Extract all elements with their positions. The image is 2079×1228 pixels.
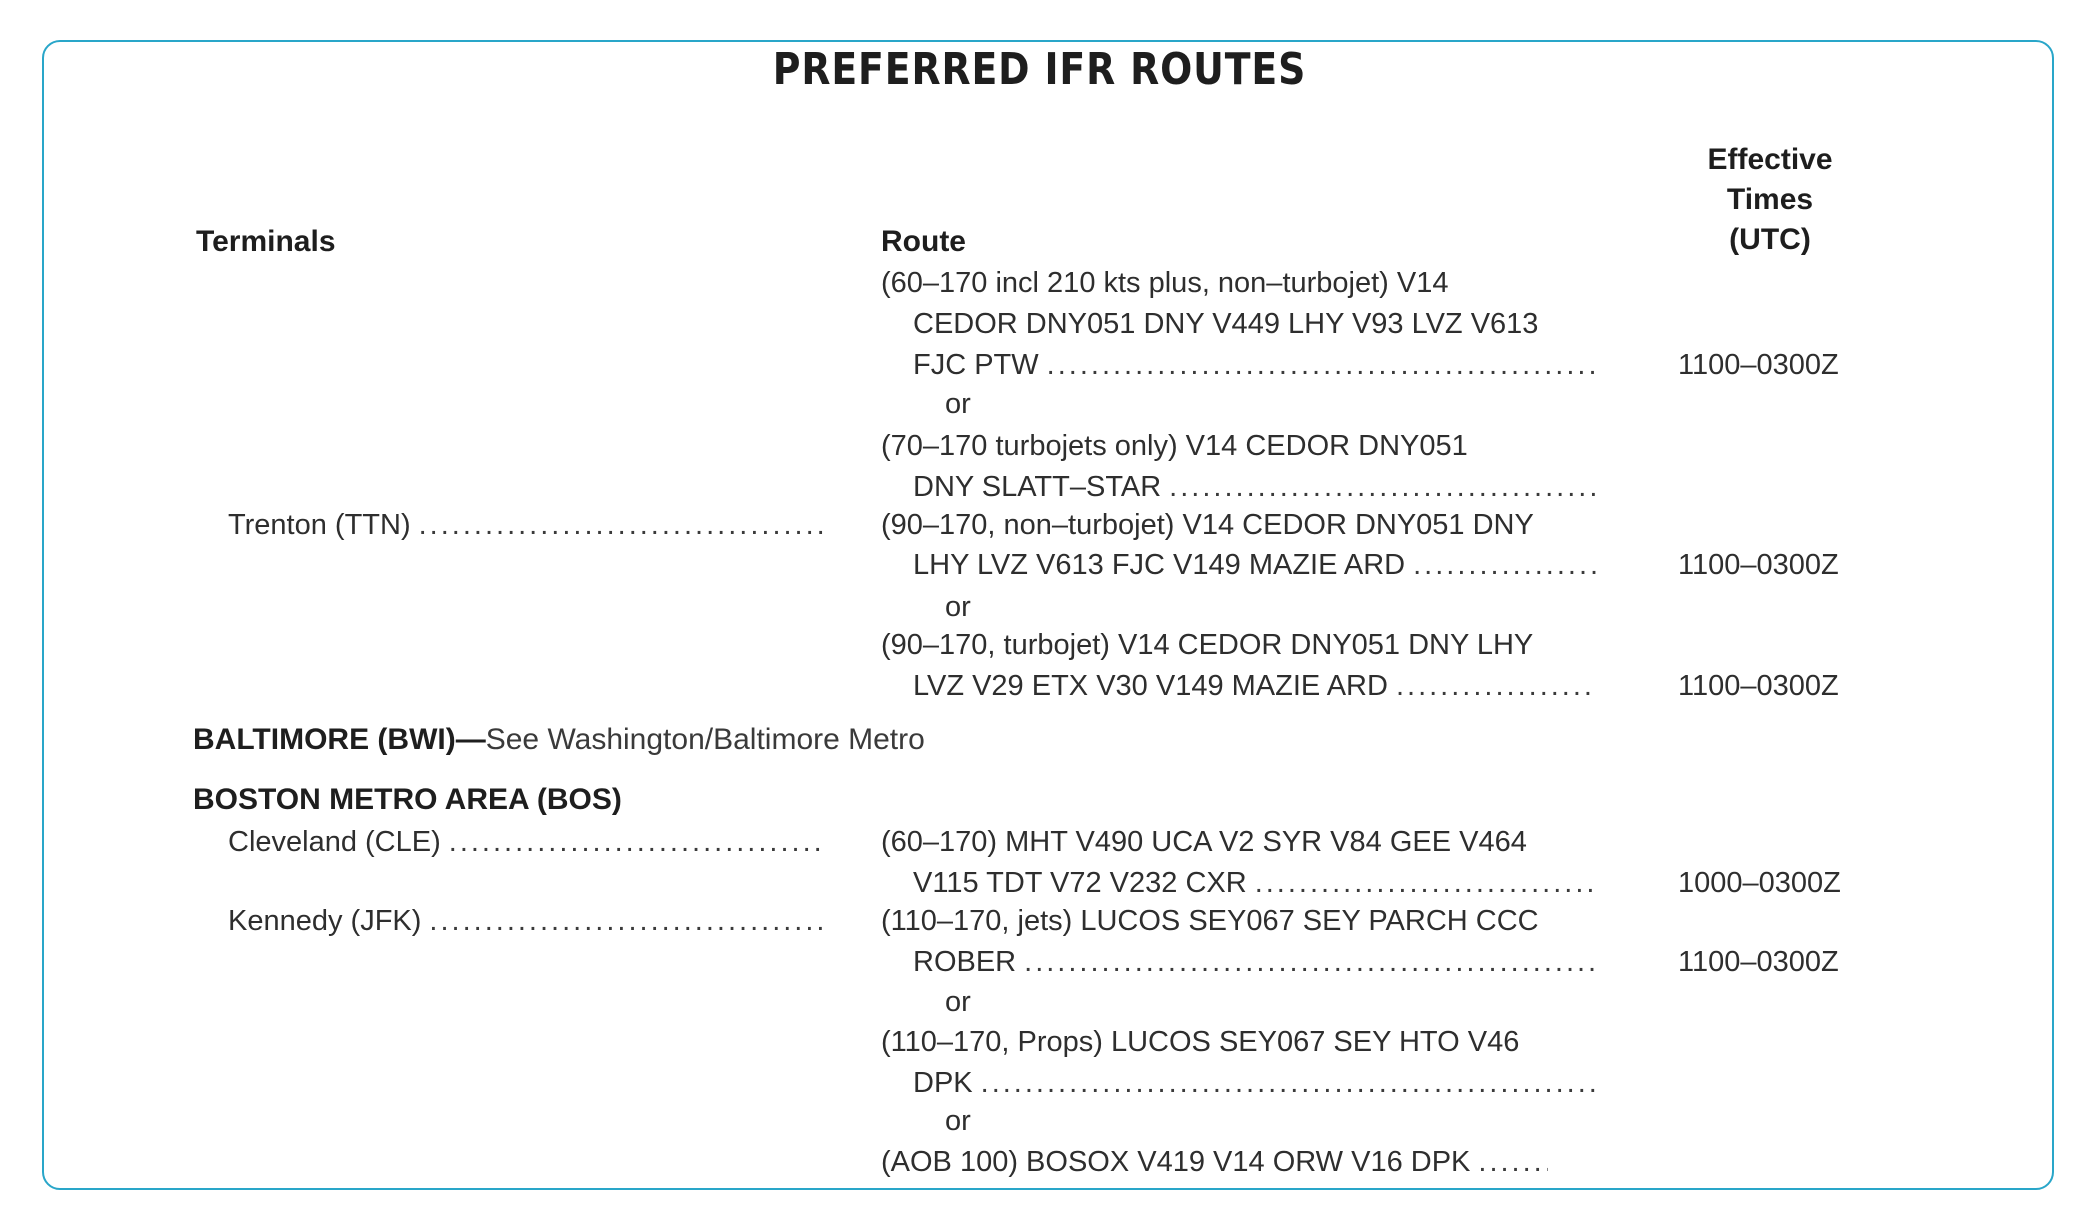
route-text: FJC PTW [913, 349, 1039, 381]
section-baltimore-note: See Washington/Baltimore Metro [485, 723, 925, 756]
route-line [881, 467, 1596, 507]
route-text: LVZ V29 ETX V30 V149 MAZIE ARD [913, 670, 1388, 702]
route-text: (90–170, turbojet) V14 CEDOR DNY051 DNY LHY [881, 629, 1534, 661]
route-text: DNY SLATT–STAR [913, 471, 1162, 503]
header-terminals: Terminals [196, 225, 336, 258]
dot-leader [429, 901, 824, 941]
or-separator: or [945, 1105, 971, 1137]
page-title: PREFERRED IFR ROUTES [772, 44, 1307, 95]
dot-leader [449, 822, 824, 862]
or-separator: or [945, 986, 971, 1018]
or-separator: or [945, 388, 971, 420]
route-line [881, 304, 1596, 344]
route-text: ROBER [913, 946, 1017, 978]
route-text: DPK [913, 1067, 973, 1099]
route-line [881, 863, 1596, 903]
route-line [881, 505, 1534, 545]
terminal-name: Kennedy (JFK) [228, 905, 422, 937]
dot-leader [1478, 1142, 1548, 1182]
section-baltimore [193, 720, 925, 760]
section-boston [193, 780, 622, 820]
section-baltimore-name: BALTIMORE (BWI)— [193, 723, 486, 756]
route-line [881, 822, 1527, 862]
effective-time: 1100–0300Z [1678, 670, 1839, 702]
route-text: (60–170 incl 210 kts plus, non–turbojet) V14 [881, 267, 1449, 299]
header-route: Route [881, 225, 966, 258]
dot-leader [1413, 545, 1596, 585]
terminal-line [196, 822, 824, 862]
dot-leader [1255, 863, 1596, 903]
terminal-name: Trenton (TTN) [228, 509, 411, 541]
route-text: (70–170 turbojets only) V14 CEDOR DNY051 [881, 430, 1468, 462]
header-effective-times [1640, 140, 1900, 260]
header-times-line3: (UTC) [1729, 223, 1811, 256]
route-line [881, 345, 1596, 385]
route-line [881, 901, 1539, 941]
route-text: (60–170) MHT V490 UCA V2 SYR V84 GEE V464 [881, 826, 1527, 858]
terminal-name: Cleveland (CLE) [228, 826, 441, 858]
effective-time: 1100–0300Z [1678, 549, 1839, 581]
route-line [881, 426, 1468, 466]
terminal-line [196, 901, 824, 941]
dot-leader [1047, 345, 1596, 385]
route-text: CEDOR DNY051 DNY V449 LHY V93 LVZ V613 [913, 308, 1539, 340]
route-line [881, 666, 1596, 706]
effective-time: 1100–0300Z [1678, 349, 1839, 381]
route-line [881, 263, 1448, 303]
dot-leader [419, 505, 824, 545]
route-line [881, 1063, 1596, 1103]
route-text: (AOB 100) BOSOX V419 V14 ORW V16 DPK [881, 1146, 1471, 1178]
dot-leader [1169, 467, 1596, 507]
effective-time: 1000–0300Z [1678, 867, 1841, 899]
route-text: V115 TDT V72 V232 CXR [913, 867, 1247, 899]
route-text: (90–170, non–turbojet) V14 CEDOR DNY051 DNY [881, 509, 1534, 541]
dot-leader [1396, 666, 1596, 706]
or-separator: or [945, 591, 971, 623]
route-text: LHY LVZ V613 FJC V149 MAZIE ARD [913, 549, 1406, 581]
route-line [881, 942, 1596, 982]
terminal-line [196, 505, 824, 545]
header-times-line1: Effective [1707, 143, 1833, 176]
route-line [881, 625, 1533, 665]
route-line [881, 1142, 1596, 1182]
section-boston-heading: BOSTON METRO AREA (BOS) [193, 783, 622, 816]
route-line [881, 545, 1596, 585]
effective-time: 1100–0300Z [1678, 946, 1839, 978]
route-line [881, 1022, 1519, 1062]
header-times-line2: Times [1726, 183, 1814, 216]
dot-leader [1024, 942, 1596, 982]
route-text: (110–170, jets) LUCOS SEY067 SEY PARCH CCC [881, 905, 1539, 937]
dot-leader [981, 1063, 1596, 1103]
route-text: (110–170, Props) LUCOS SEY067 SEY HTO V46 [881, 1026, 1520, 1058]
